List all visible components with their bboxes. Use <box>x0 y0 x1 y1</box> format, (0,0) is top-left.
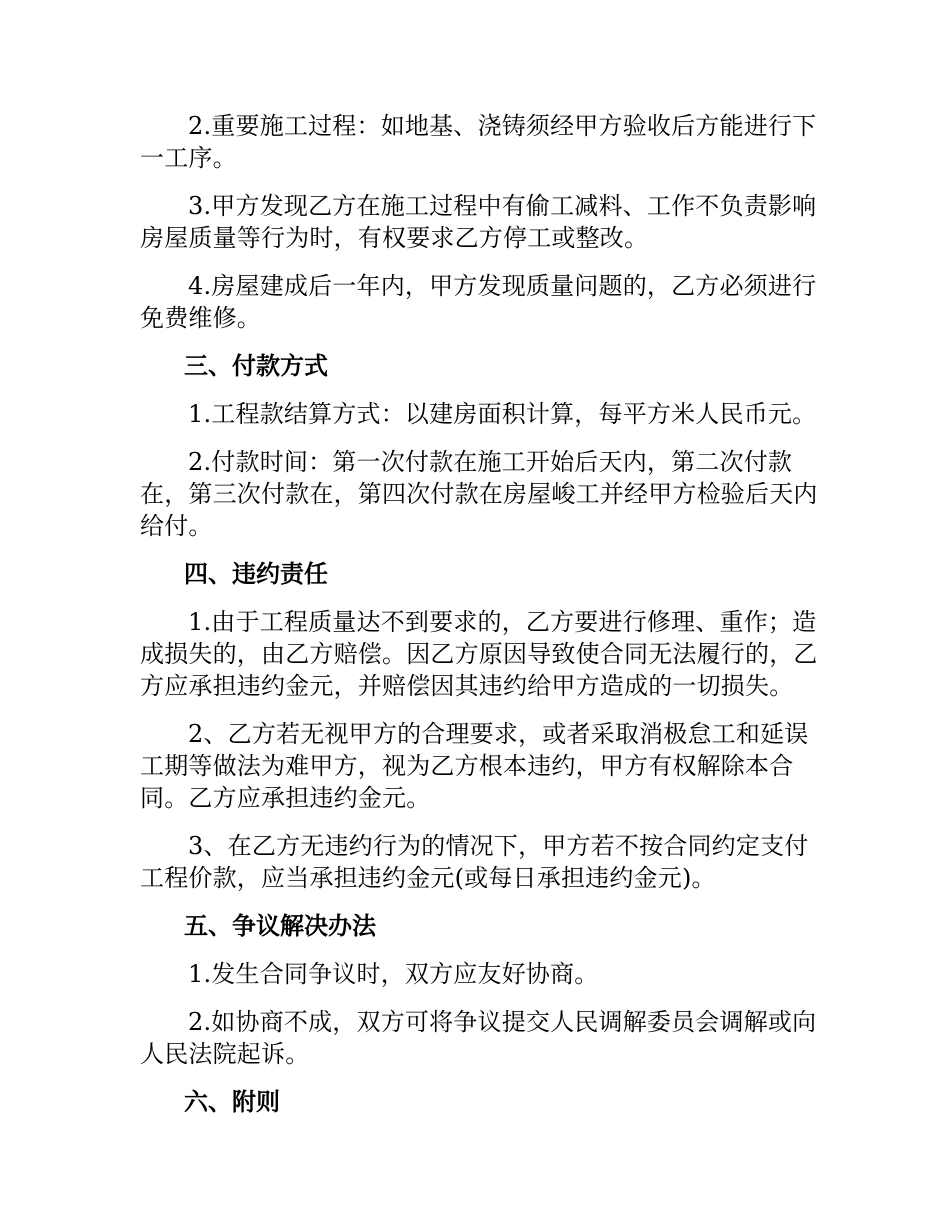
section-heading-supplementary: 六、附则 <box>184 1088 280 1116</box>
section-heading-disputes: 五、争议解决办法 <box>184 912 376 940</box>
clause-4-3-payment-breach: 3、在乙方无违约行为的情况下，甲方若不按合同约定支付工程价款，应当承担违约金元(或每日承担违约金元)。 <box>140 832 809 892</box>
section-heading-payment: 三、付款方式 <box>184 352 328 380</box>
clause-3-2-payment-time: 2.付款时间：第一次付款在施工开始后天内，第二次付款在，第三次付款在，第四次付款在房屋峻工并经甲方检验后天内给付。 <box>140 448 818 540</box>
document-body <box>140 110 820 1134</box>
clause-2-2-inspection: 2.重要施工过程：如地基、浇铸须经甲方验收后方能进行下一工序。 <box>140 112 817 172</box>
clause-4-1-quality: 1.由于工程质量达不到要求的，乙方要进行修理、重作；造成损失的，由乙方赔偿。因乙方原因导致使合同无法履行的，乙方应承担违约金元，并赔偿因其违约给甲方造成的一切损失。 <box>140 608 818 700</box>
clause-3-1-settlement: 1.工程款结算方式：以建房面积计算，每平方米人民币元。 <box>188 400 817 428</box>
clause-5-1-negotiation: 1.发生合同争议时，双方应友好协商。 <box>188 960 599 988</box>
clause-2-3-stop-work: 3.甲方发现乙方在施工过程中有偷工减料、工作不负责影响房屋质量等行为时，有权要求乙方停工或整改。 <box>140 192 817 252</box>
clause-2-4-warranty: 4.房屋建成后一年内，甲方发现质量问题的，乙方必须进行免费维修。 <box>140 272 817 332</box>
clause-4-2-breach: 2、乙方若无视甲方的合理要求，或者采取消极怠工和延误工期等做法为难甲方，视为乙方根本违约，甲方有权解除本合同。乙方应承担违约金元。 <box>140 720 809 812</box>
clause-5-2-mediation: 2.如协商不成，双方可将争议提交人民调解委员会调解或向人民法院起诉。 <box>140 1008 817 1068</box>
section-heading-liability: 四、违约责任 <box>184 560 328 588</box>
